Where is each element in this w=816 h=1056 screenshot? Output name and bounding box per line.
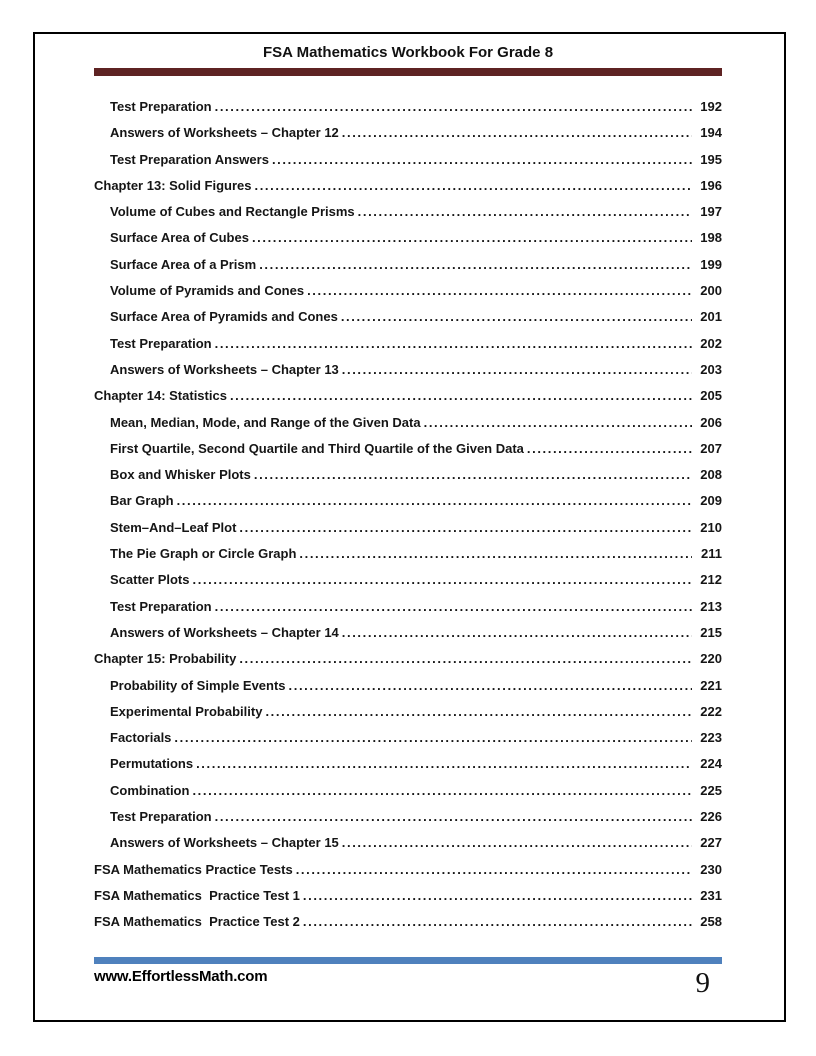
dot-leader — [192, 778, 692, 804]
dot-leader — [272, 147, 692, 173]
toc-entry-label: Volume of Pyramids and Cones — [110, 283, 305, 299]
toc-entry-page: 209 — [700, 493, 722, 509]
toc-entry-label: FSA Mathematics Practice Tests — [94, 861, 293, 877]
toc-entry-page: 203 — [700, 361, 722, 377]
toc-entry[interactable] — [94, 436, 722, 462]
toc-entry-label: Permutations — [110, 756, 194, 772]
toc-entry-label: The Pie Graph or Circle Graph — [110, 546, 297, 562]
toc-entry-label: Answers of Worksheets – Chapter 13 — [110, 361, 339, 377]
toc-entry[interactable] — [94, 383, 722, 409]
dot-leader — [174, 725, 692, 751]
toc-entry-label: First Quartile, Second Quartile and Third Quartile of the Given Data — [110, 440, 524, 456]
toc-entry[interactable] — [94, 120, 722, 146]
toc-entry-label: Surface Area of Pyramids and Cones — [110, 309, 338, 325]
toc-entry-page: 192 — [700, 99, 722, 114]
toc-entry-page: 195 — [700, 151, 722, 167]
toc-entry[interactable] — [94, 751, 722, 777]
toc-entry-page: 198 — [700, 230, 722, 246]
toc-entry[interactable] — [94, 357, 722, 383]
toc-entry-label: Volume of Cubes and Rectangle Prisms — [110, 204, 355, 220]
toc-entry[interactable] — [94, 331, 722, 357]
toc-entry-label: Scatter Plots — [110, 572, 190, 588]
toc-entry-page: 194 — [700, 125, 722, 141]
toc-entry-label: Box and Whisker Plots — [110, 467, 251, 483]
toc-entry[interactable] — [94, 488, 722, 514]
dot-leader — [215, 94, 692, 120]
dot-leader — [296, 857, 692, 883]
toc-entry[interactable] — [94, 278, 722, 304]
toc-entry-page: 220 — [700, 651, 722, 667]
toc-entry[interactable] — [94, 804, 722, 830]
dot-leader — [289, 673, 692, 699]
toc-entry-page: 205 — [700, 388, 722, 404]
dot-leader — [215, 594, 692, 620]
toc-entry[interactable] — [94, 410, 722, 436]
dot-leader — [342, 357, 692, 383]
toc-entry-page: 224 — [700, 756, 722, 772]
dot-leader — [254, 462, 692, 488]
toc-entry-page: 201 — [700, 309, 722, 325]
toc-entry[interactable] — [94, 699, 722, 725]
dot-leader — [303, 883, 692, 909]
toc-entry-label: Chapter 13: Solid Figures — [94, 177, 252, 193]
toc-entry-label: Answers of Worksheets – Chapter 14 — [110, 624, 339, 640]
toc-entry-label: Chapter 14: Statistics — [94, 388, 227, 404]
toc-entry[interactable] — [94, 304, 722, 330]
toc-entry-page: 222 — [700, 703, 722, 719]
dot-leader — [527, 436, 692, 462]
dot-leader — [215, 331, 692, 357]
footer — [94, 968, 722, 998]
dot-leader — [342, 830, 692, 856]
toc-entry-label: Stem–And–Leaf Plot — [110, 519, 237, 535]
toc-entry[interactable] — [94, 462, 722, 488]
toc-entry[interactable] — [94, 541, 722, 567]
toc-entry-label: Combination — [110, 782, 190, 798]
dot-leader — [196, 751, 692, 777]
dot-leader — [265, 699, 692, 725]
dot-leader — [307, 278, 692, 304]
toc-entry-page: 206 — [700, 414, 722, 430]
dot-leader — [254, 173, 692, 199]
toc-entry-label: Test Preparation — [110, 99, 212, 114]
toc-entry[interactable] — [94, 620, 722, 646]
toc-entry-page: 200 — [700, 283, 722, 299]
toc-entry-page: 223 — [700, 730, 722, 746]
toc-entry-page: 212 — [700, 572, 722, 588]
website-link[interactable]: www.EffortlessMath.com — [94, 968, 268, 985]
dot-leader — [424, 410, 692, 436]
table-of-contents — [94, 94, 722, 936]
dot-leader — [192, 567, 692, 593]
dot-leader — [299, 541, 692, 567]
dot-leader — [230, 383, 692, 409]
toc-entry[interactable] — [94, 567, 722, 593]
toc-entry-page: 210 — [700, 519, 722, 535]
page-number: 9 — [695, 967, 710, 999]
toc-entry-page: 230 — [700, 861, 722, 877]
toc-entry-label: Test Preparation — [110, 335, 212, 351]
footer-rule — [94, 957, 722, 964]
page-title: FSA Mathematics Workbook For Grade 8 — [262, 44, 554, 61]
toc-entry[interactable] — [94, 173, 722, 199]
toc-entry[interactable] — [94, 830, 722, 856]
toc-entry[interactable] — [94, 94, 722, 120]
toc-entry-label: Answers of Worksheets – Chapter 15 — [110, 835, 339, 851]
dot-leader — [177, 488, 692, 514]
dot-leader — [342, 620, 692, 646]
toc-entry-label: Chapter 15: Probability — [94, 651, 237, 667]
toc-entry-label: Bar Graph — [110, 493, 174, 509]
toc-entry-label: Mean, Median, Mode, and Range of the Given Data — [110, 414, 421, 430]
toc-entry[interactable] — [94, 199, 722, 225]
dot-leader — [252, 225, 692, 251]
toc-entry-label: Surface Area of a Prism — [110, 256, 257, 272]
page-border — [33, 32, 786, 1022]
toc-entry-page: 231 — [700, 887, 722, 903]
toc-entry-page: 208 — [700, 467, 722, 483]
toc-entry-page: 199 — [700, 256, 722, 272]
toc-entry-page: 258 — [700, 914, 722, 930]
toc-entry-page: 196 — [700, 177, 722, 193]
toc-entry[interactable] — [94, 725, 722, 751]
toc-entry[interactable] — [94, 778, 722, 804]
toc-entry-label: FSA Mathematics Practice Test 1 — [94, 887, 300, 903]
toc-entry-label: Test Preparation — [110, 809, 212, 825]
toc-entry-label: Test Preparation — [110, 598, 212, 614]
toc-entry[interactable] — [94, 515, 722, 541]
dot-leader — [215, 804, 692, 830]
toc-entry-page: 213 — [700, 598, 722, 614]
toc-entry[interactable] — [94, 252, 722, 278]
toc-entry-page: 197 — [700, 204, 722, 220]
toc-entry[interactable] — [94, 147, 722, 173]
toc-entry-page: 226 — [700, 809, 722, 825]
dot-leader — [341, 304, 692, 330]
toc-entry-label: Experimental Probability — [110, 703, 263, 719]
toc-entry-label: Test Preparation Answers — [110, 151, 269, 167]
dot-leader — [239, 515, 692, 541]
toc-entry-label: Probability of Simple Events — [110, 677, 286, 693]
toc-entry[interactable] — [94, 883, 722, 909]
toc-entry[interactable] — [94, 673, 722, 699]
dot-leader — [259, 252, 692, 278]
toc-entry-label: FSA Mathematics Practice Test 2 — [94, 914, 300, 930]
toc-entry[interactable] — [94, 909, 722, 935]
dot-leader — [358, 199, 692, 225]
toc-entry-page: 207 — [700, 440, 722, 456]
toc-entry[interactable] — [94, 225, 722, 251]
toc-entry[interactable] — [94, 646, 722, 672]
header-rule — [94, 68, 722, 76]
toc-entry-label: Factorials — [110, 730, 172, 746]
toc-entry-page: 211 — [701, 546, 722, 562]
toc-entry-page: 202 — [700, 335, 722, 351]
toc-entry-page: 227 — [700, 835, 722, 851]
toc-entry-page: 215 — [700, 624, 722, 640]
toc-entry-page: 225 — [700, 782, 722, 798]
toc-entry-label: Answers of Worksheets – Chapter 12 — [110, 125, 339, 141]
toc-entry[interactable] — [94, 594, 722, 620]
toc-entry[interactable] — [94, 857, 722, 883]
dot-leader — [239, 646, 692, 672]
dot-leader — [342, 120, 692, 146]
toc-entry-page: 221 — [700, 677, 722, 693]
dot-leader — [303, 909, 692, 935]
toc-entry-label: Surface Area of Cubes — [110, 230, 249, 246]
